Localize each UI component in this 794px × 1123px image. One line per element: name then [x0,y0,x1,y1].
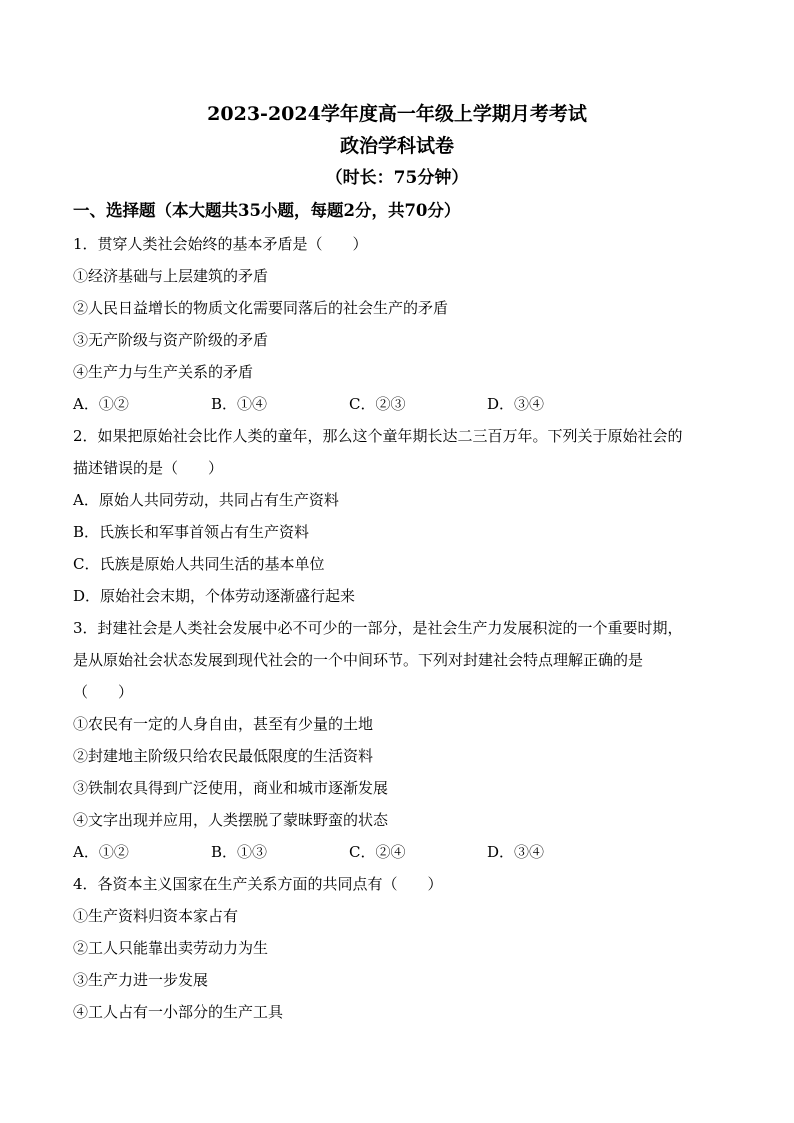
question-1-stem: 1．贯穿人类社会始终的基本矛盾是（ ） [73,235,368,253]
question-2-stem: 2．如果把原始社会比作人类的童年，那么这个童年期长达二三百万年。下列关于原始社会的 [73,427,683,445]
question-4-item: ②工人只能靠出卖劳动力为生 [73,939,269,957]
question-1-option-c: C．②③ [349,395,406,413]
question-2-option-a: A．原始人共同劳动，共同占有生产资料 [73,491,339,509]
question-3-item: ③铁制农具得到广泛使用，商业和城市逐渐发展 [73,779,389,797]
question-3-item: ①农民有一定的人身自由，甚至有少量的土地 [73,715,374,733]
question-2-option-c: C．氏族是原始人共同生活的基本单位 [73,555,325,573]
question-1-option-d: D．③④ [487,395,545,413]
subject-title: 政治学科试卷 [339,135,454,157]
question-4-item: ④工人占有一小部分的生产工具 [73,1003,284,1021]
question-1-item: ②人民日益增长的物质文化需要同落后的社会生产的矛盾 [73,299,449,317]
question-3-stem: （ ） [73,683,134,701]
question-2-option-d: D．原始社会末期，个体劳动逐渐盛行起来 [73,587,356,605]
question-3-option-b: B．①③ [211,843,268,861]
question-3-option-c: C．②④ [349,843,406,861]
question-3-stem: 是从原始社会状态发展到现代社会的一个中间环节。下列对封建社会特点理解正确的是 [73,651,644,669]
question-3-item: ④文字出现并应用，人类摆脱了蒙昧野蛮的状态 [73,811,389,829]
exam-title: 2023-2024学年度高一年级上学期月考考试 [207,103,587,125]
duration-note: （时长：75分钟） [325,168,469,188]
question-4-item: ①生产资料归资本家占有 [73,907,239,925]
question-3-stem: 3．封建社会是人类社会发展中必不可少的一部分，是社会生产力发展积淀的一个重要时期， [73,619,683,637]
question-3-item: ②封建地主阶级只给农民最低限度的生活资料 [73,747,374,765]
question-1-item: ④生产力与生产关系的矛盾 [73,363,254,381]
question-4-stem: 4．各资本主义国家在生产关系方面的共同点有（ ） [73,875,443,893]
question-1-item: ③无产阶级与资产阶级的矛盾 [73,331,269,349]
question-3-option-d: D．③④ [487,843,545,861]
question-1-option-a: A．①② [73,395,129,413]
question-3-option-a: A．①② [73,843,129,861]
question-4-item: ③生产力进一步发展 [73,971,209,989]
section-heading: 一、选择题（本大题共35小题，每题2分，共70分） [73,201,461,220]
question-1-option-b: B．①④ [211,395,268,413]
question-2-stem: 描述错误的是（ ） [73,459,224,477]
question-1-item: ①经济基础与上层建筑的矛盾 [73,267,269,285]
question-2-option-b: B．氏族长和军事首领占有生产资料 [73,523,310,541]
